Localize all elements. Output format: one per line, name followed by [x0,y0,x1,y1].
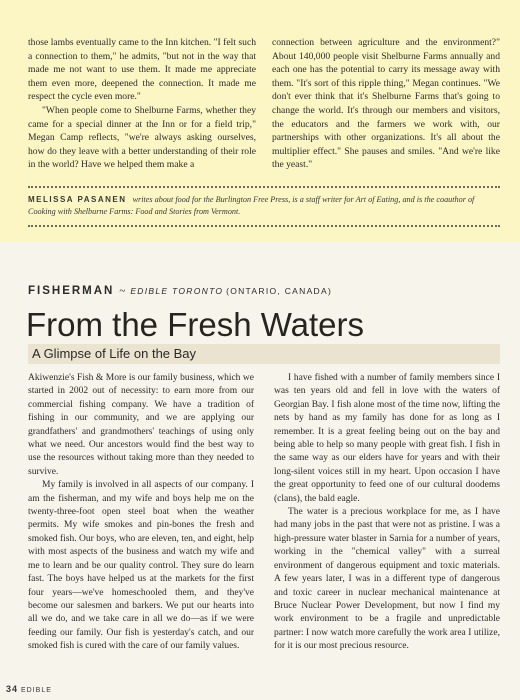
page-folio [6,684,52,694]
previous-article-right-column [272,36,500,172]
paragraph: Akiwenzie's Fish & More is our family business, which we started in 2002 out of necessity: to earn more from our commercial fishing company. We have a tradition of fishing in our community, and we are applying our grandfathers' and grandmothers' teachings of using only what we need. Our ancestors would find the best way to use the resources without taking more than they needed to survive. [28,373,254,477]
article-body [28,372,500,654]
dotted-divider-bottom [28,225,500,227]
author-bio-text: writes about food for the Burlington Free Press, is a staff writer for Art of Eating, and is the coauthor of Cooking with Shelburne Farms: Food and Stories from Vermont. [28,195,475,216]
article-left-column [28,372,254,654]
folio-label: EDIBLE [21,687,52,694]
author-bio [28,194,500,217]
article-right-column [274,372,500,654]
publication-name: EDIBLE TORONTO [130,286,224,296]
article-subtitle: A Glimpse of Life on the Bay [32,346,197,361]
paragraph: "When people come to Shelburne Farms, whether they came for a special dinner at the Inn or for a field trip," Megan Camp reflects, "we're always asking ourselves, how do they leave with a better understanding of their role in the world? Have we helped them make a [28,104,256,171]
publication-location: (ONTARIO, CANADA) [226,286,333,296]
paragraph: My family is involved in all aspects of our company. I am the fisherman, and my wife and boys help me on the twenty-three-foot open steel boat when the weather permits. My wife smokes and pin-bones the fresh and smoked fish. Our boys, who are eleven, ten, and eight, help with most aspects of the business and watch my wife and me to learn and be our quality control. They sure do learn fast. The boys have helped us at the markets for the first four years—we've homeschooled them, and they've become our salesmen and barkers. We put our hearts into all we do, and we take care in all we do—as if we were feeding our family. Our fish is yesterday's catch, and our smoked fish is cured with the care of our family values. [28,480,254,652]
dotted-divider-top [28,186,500,188]
paragraph: I have fished with a number of family members since I was ten years old and fell in love with the waters of Georgian Bay. I fish alone most of the time now, lifting the nets by hand as my family has done for as long as I remember. It is a great feeling being out on the bay and being able to help so many people with great fish. I fish in the same way as our elders have for years and with their long-silent voices still in my heart. Upon occasion I have the great opportunity to feed one of our cultural doodems (clans), the bald eagle. [274,373,500,504]
previous-article-columns [28,36,500,172]
paragraph: connection between agriculture and the environment?" About 140,000 people visit Shelburne Farms annually and each one has the potential to carry its message away with them. "It's sort of this ripple thing," Megan continues. "We don't ever think that it's Shelburne Farms that's going to change the world. It's through our members and visitors, the educators and the farmers we work with, our partnerships with other organizations. It's all about the multiplier effect." She pauses and smiles. "And we're like the yeast." [272,37,500,171]
article-title: From the Fresh Waters [26,306,365,343]
page-number: 34 [6,684,19,694]
section-kicker: FISHERMAN [28,285,115,297]
section-header [28,285,500,297]
separator: ~ [119,285,126,297]
author-name: MELISSA PASANEN [28,195,127,204]
paragraph: The water is a precious workplace for me, as I have had many jobs in the past that were not as pristine. I was a high-pressure water blaster in Sarnia for a number of years, working in the "chemical valley" with a surreal environment of dangerous equipment and toxic materials. A few years later, I was in a different type of dangerous and toxic career in nuclear mechanical maintenance at Bruce Nuclear Power Development, but now I find my work environment to be a fragile and unpredictable partner: I now watch more carefully the work area I utilize, for it is our most precious resource. [274,507,500,652]
previous-article-left-column [28,36,256,172]
paragraph: those lambs eventually came to the Inn kitchen. "I felt such a connection to them," he admits, "but not in the way that made me not want to use them. It made me appreciate them even more, deepened the connection. It made me respect the cycle even more." [28,37,256,103]
